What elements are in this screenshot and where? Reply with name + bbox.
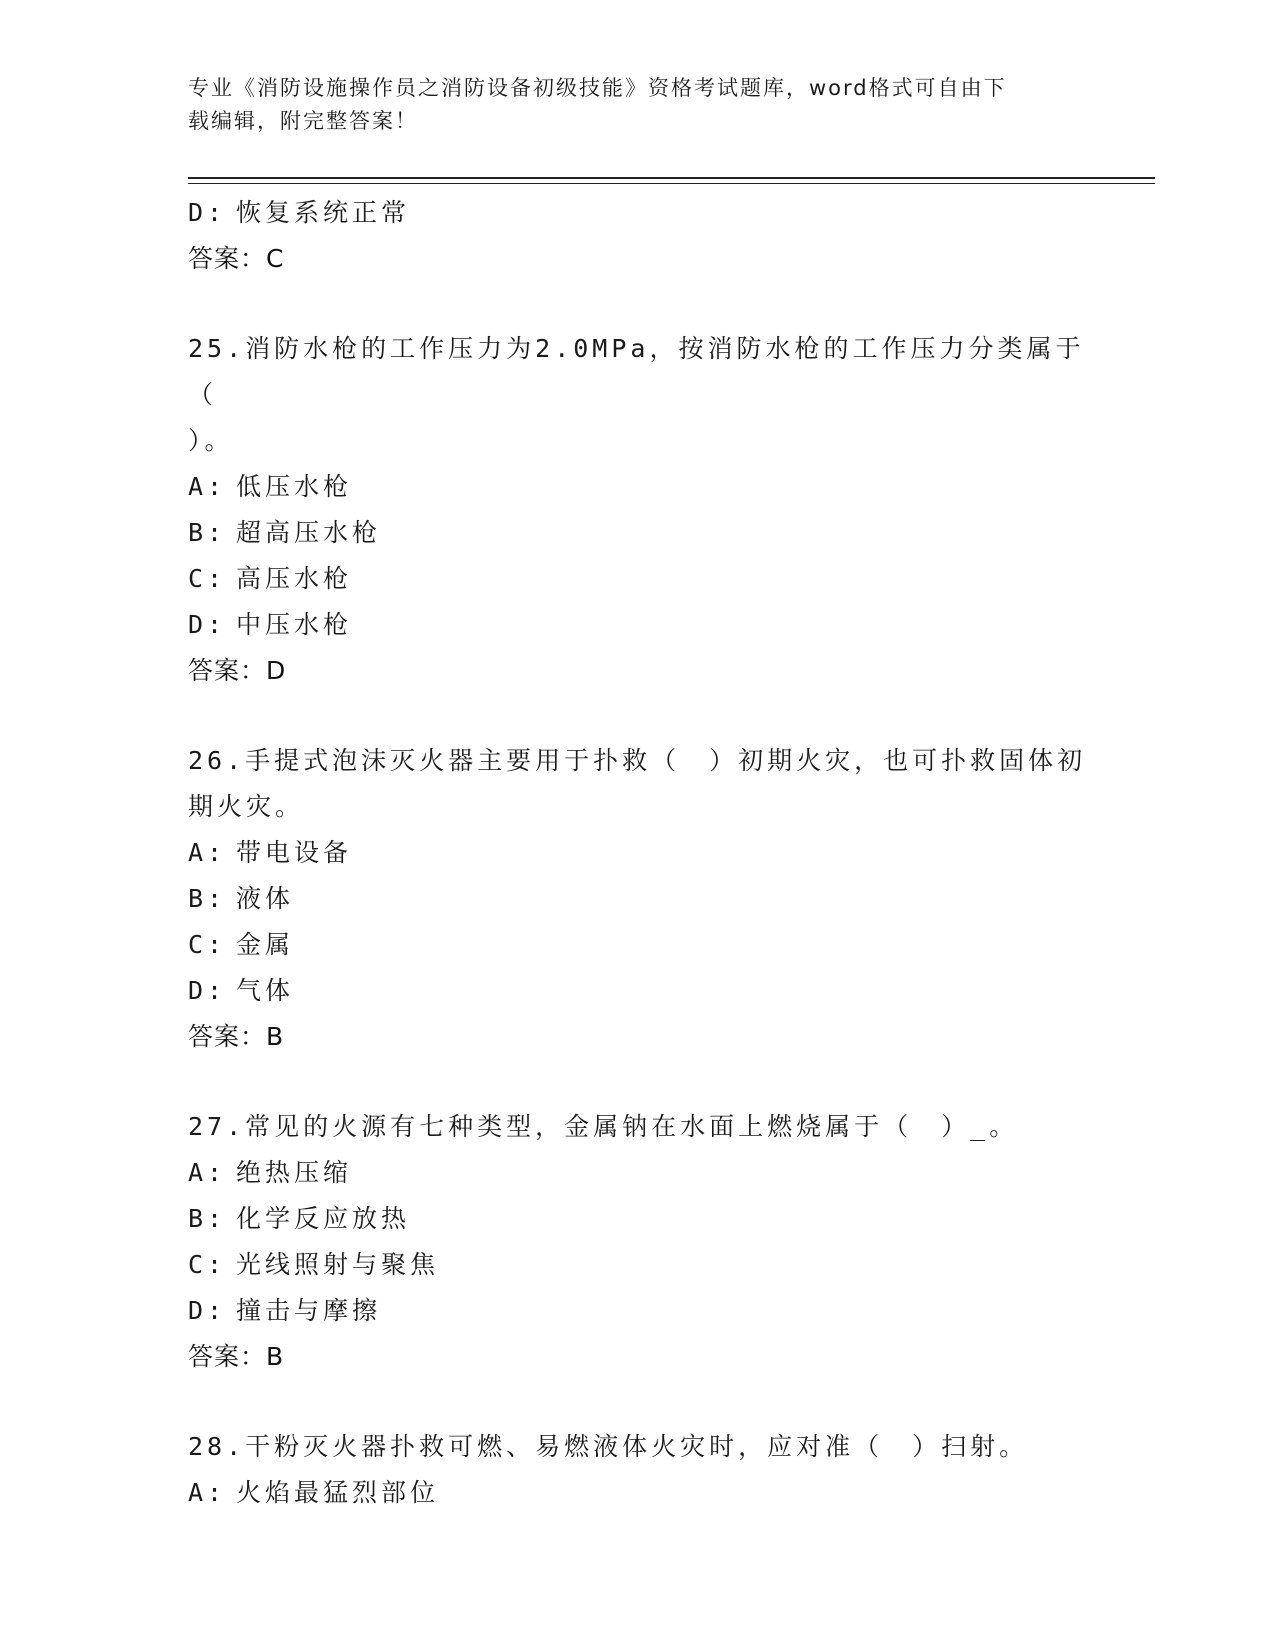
option-d xyxy=(188,190,1088,236)
option-a xyxy=(188,830,1088,876)
answer-line: 答案：B xyxy=(188,1342,285,1371)
option-key: A: xyxy=(188,838,227,867)
header-line-1: 专业《消防设施操作员之消防设备初级技能》资格考试题库，word格式可自由下 xyxy=(188,76,1007,100)
option-d xyxy=(188,968,1088,1014)
option-c xyxy=(188,922,1088,968)
question-stem-line: 26.手提式泡沫灭火器主要用于扑救（ ）初期火灾，也可扑救固体初 xyxy=(188,746,1087,775)
option-key: D: xyxy=(188,610,227,639)
question-stem-line: 28.干粉灭火器扑救可燃、易燃液体火灾时，应对准（ ）扫射。 xyxy=(188,1432,1029,1461)
option-text: 火焰最猛烈部位 xyxy=(236,1478,440,1507)
option-key: B: xyxy=(188,1204,227,1233)
option-text: 中压水枪 xyxy=(236,610,353,639)
option-text: 金属 xyxy=(236,930,295,959)
option-b xyxy=(188,510,1088,556)
option-a xyxy=(188,1470,1088,1516)
answer-line: 答案：B xyxy=(188,1022,285,1051)
spacer xyxy=(188,694,1088,738)
option-text: 高压水枪 xyxy=(236,564,353,593)
question-27 xyxy=(188,1104,1088,1150)
option-key: D: xyxy=(188,1296,227,1325)
option-key: D: xyxy=(188,198,227,227)
question-stem-line: ）。 xyxy=(188,426,234,455)
option-text: 化学反应放热 xyxy=(236,1204,411,1233)
option-key: C: xyxy=(188,930,227,959)
option-c xyxy=(188,1242,1088,1288)
question-stem-line: 25.消防水枪的工作压力为2.0MPa，按消防水枪的工作压力分类属于（ xyxy=(188,334,1085,409)
option-text: 撞击与摩擦 xyxy=(236,1296,382,1325)
option-key: B: xyxy=(188,518,227,547)
header-divider-thick xyxy=(188,177,1155,179)
header-line-2: 载编辑，附完整答案！ xyxy=(188,109,418,133)
spacer xyxy=(188,1060,1088,1104)
document-header xyxy=(188,72,1088,138)
header-divider-thin xyxy=(188,183,1155,184)
question-28 xyxy=(188,1424,1088,1470)
option-d xyxy=(188,602,1088,648)
option-a xyxy=(188,1150,1088,1196)
answer-line: 答案：D xyxy=(188,656,287,685)
option-key: D: xyxy=(188,976,227,1005)
option-a xyxy=(188,464,1088,510)
spacer xyxy=(188,282,1088,326)
option-text: 恢复系统正常 xyxy=(236,198,411,227)
option-text: 超高压水枪 xyxy=(236,518,382,547)
question-content xyxy=(188,190,1088,1516)
option-text: 气体 xyxy=(236,976,295,1005)
option-c xyxy=(188,556,1088,602)
option-text: 绝热压缩 xyxy=(236,1158,353,1187)
question-stem-line: 期火灾。 xyxy=(188,792,305,821)
spacer xyxy=(188,1380,1088,1424)
option-key: B: xyxy=(188,884,227,913)
question-26 xyxy=(188,738,1088,830)
option-text: 带电设备 xyxy=(236,838,353,867)
option-text: 光线照射与聚焦 xyxy=(236,1250,440,1279)
option-key: A: xyxy=(188,472,227,501)
option-text: 低压水枪 xyxy=(236,472,353,501)
option-b xyxy=(188,876,1088,922)
option-key: A: xyxy=(188,1478,227,1507)
option-b xyxy=(188,1196,1088,1242)
option-text: 液体 xyxy=(236,884,295,913)
option-key: C: xyxy=(188,564,227,593)
answer-line: 答案：C xyxy=(188,244,285,273)
option-d xyxy=(188,1288,1088,1334)
option-key: C: xyxy=(188,1250,227,1279)
question-stem-line: 27.常见的火源有七种类型，金属钠在水面上燃烧属于（ ）_。 xyxy=(188,1112,1019,1141)
question-25 xyxy=(188,326,1088,464)
option-key: A: xyxy=(188,1158,227,1187)
